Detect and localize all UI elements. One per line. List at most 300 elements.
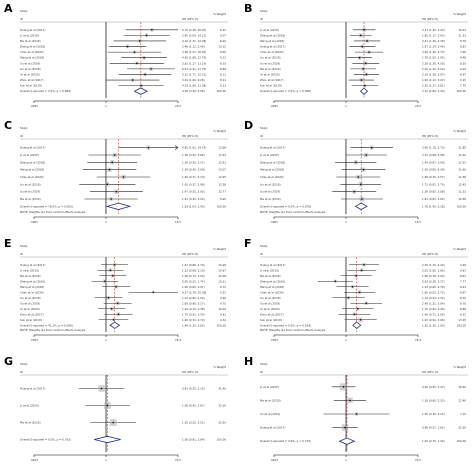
study-label: Huang et al (2017) (260, 44, 286, 49)
study-weight-text: 8.11 (220, 72, 226, 77)
panel-b (244, 2, 468, 108)
study-weight-text: 10.28 (218, 262, 226, 267)
study-point (356, 413, 358, 415)
study-ci-text: 1.12 (0.54, 2.32) (422, 295, 445, 300)
study-label: Chen et al (2020) (20, 290, 44, 295)
study-point (357, 176, 359, 178)
study-ci-text: 1.36 (0.74, 2.50) (182, 273, 205, 278)
x-tick-label: .0495 (30, 104, 38, 108)
panel-label: A (4, 2, 13, 15)
study-point (371, 147, 373, 149)
study-ci-text: 1.18 (0.60, 2.32) (422, 398, 445, 403)
study-point (101, 388, 103, 390)
study-ci-text: 0.95 (0.52, 1.74) (182, 279, 205, 284)
study-label: Xu et al (2019) (20, 301, 41, 306)
study-ci-text: 1.75 (0.93, 3.29) (182, 312, 205, 317)
study-weight-text: 31.40 (218, 386, 226, 391)
study-label: Huang et al (2017) (260, 262, 286, 267)
study-weight-text: 13.34 (218, 153, 226, 157)
header-study: Study (20, 126, 28, 130)
header-effect: HR (95% CI) (182, 134, 199, 138)
study-weight-text: 9.07 (220, 33, 226, 38)
study-ci-text: 2.46 (1.12, 5.40) (182, 44, 205, 49)
study-point (112, 422, 114, 424)
header-effect: OR (95% CI) (422, 370, 439, 374)
study-point (360, 35, 362, 37)
study-weight-text: 8.76 (460, 38, 466, 43)
study-point (114, 264, 116, 266)
study-point (116, 191, 118, 193)
study-label: Xu et al (2019) (260, 61, 281, 66)
study-weight-text: 13.25 (458, 317, 466, 322)
header-study: Study (260, 362, 268, 366)
study-point (150, 68, 152, 70)
study-weight-text: 10.11 (218, 279, 226, 284)
study-point (106, 184, 108, 186)
study-label: Sun et al (2019) (260, 83, 282, 88)
overall-ci-text: 1.04 (0.76, 1.42) (422, 439, 445, 444)
study-label: Zhang et al (2016) (260, 160, 286, 165)
study-weight-text: 8.03 (220, 61, 226, 66)
study-ci-text: 4.90 (1.89, 12.70) (182, 55, 207, 60)
study-weight-text: 8.43 (460, 284, 466, 289)
x-tick-label: 1 (105, 338, 107, 342)
study-point (109, 169, 111, 171)
header-study: Study (260, 126, 268, 130)
study-point (111, 308, 113, 310)
study-point (118, 313, 120, 315)
study-ci-text: 1.14 (0.42, 3.09) (182, 167, 205, 172)
study-point (360, 319, 362, 321)
panel-h (244, 355, 468, 462)
study-weight-text: 10.02 (218, 306, 226, 311)
study-ci-text: 4.85 (1.62, 14.52) (182, 145, 207, 150)
study-weight-text: 11.85 (458, 145, 466, 150)
overall-diamond (361, 88, 368, 94)
study-weight-text: 12.10 (458, 153, 466, 157)
study-point (352, 286, 354, 288)
study-label: Liu et al (2018) (20, 182, 41, 187)
header-id: ID (260, 252, 263, 256)
study-point (344, 427, 346, 429)
study-point (111, 162, 113, 164)
study-weight-text: 9.02 (460, 66, 466, 71)
study-weight-text: 13.07 (218, 167, 226, 172)
study-point (107, 405, 109, 407)
study-ci-text: 1.29 (0.70, 2.38) (182, 306, 205, 311)
study-ci-text: 1.47 (0.80, 2.70) (182, 262, 205, 267)
study-label: Li et al (2019) (260, 153, 279, 157)
study-ci-text: 1.38 (0.52, 3.66) (182, 153, 205, 157)
study-ci-text: 1.92 (0.71, 5.19) (182, 175, 205, 179)
header-weight: % Weight (213, 12, 226, 16)
header-study: Study (20, 9, 28, 13)
header-weight: % Weight (453, 247, 466, 251)
study-label: Huang et al (2017) (20, 386, 46, 391)
study-weight-text: 8.01 (220, 78, 226, 83)
header-effect: HR (95% CI) (422, 252, 439, 256)
overall-weight-text: 100.00 (216, 204, 226, 209)
study-label: Xu et al (2019) (20, 189, 41, 194)
study-ci-text: 5.45 (2.09, 14.21) (182, 33, 207, 38)
weights-note: NOTE: Weights are from random effects analysis (20, 328, 86, 332)
study-ci-text: 2.28 (1.30, 4.00) (422, 61, 445, 66)
panel-label: H (244, 355, 254, 368)
study-weight-text: 9.75 (220, 301, 226, 306)
x-tick-label: 14.5 (415, 220, 421, 224)
study-ci-text: 1.93 (0.94, 3.96) (422, 317, 445, 322)
panel-f (244, 237, 468, 342)
study-label: Zhang et al (2016) (20, 44, 46, 49)
study-point (365, 154, 367, 156)
header-weight: % Weight (453, 365, 466, 369)
overall-weight-text: 100.00 (456, 89, 466, 94)
x-tick-label: 20.2 (175, 458, 181, 462)
study-point (355, 275, 357, 277)
study-point (360, 184, 362, 186)
study-ci-text: 1.55 (0.39, 6.15) (422, 412, 445, 416)
overall-label: Overall (I-squared = 0.0%, p = 0.998) (260, 89, 312, 94)
study-label: Chen et al (2020) (260, 290, 284, 295)
study-weight-text: 8.87 (460, 290, 466, 295)
overall-diamond (107, 203, 130, 209)
overall-weight-text: 100.00 (456, 323, 466, 328)
header-weight: % Weight (213, 247, 226, 251)
study-label: Chen et al (2020) (20, 175, 44, 179)
study-point (132, 79, 134, 81)
study-weight-text: 9.61 (220, 312, 226, 317)
study-ci-text: 1.21 (0.45, 3.25) (182, 197, 205, 201)
study-label: Sun et al (2019) (20, 317, 42, 322)
study-point (140, 85, 142, 87)
panel-label: B (244, 2, 253, 15)
study-weight-text: 9.26 (460, 262, 466, 267)
header-study: Study (20, 244, 28, 248)
overall-weight-text: 100.00 (216, 323, 226, 328)
study-weight-text: 5.52 (220, 290, 226, 295)
study-weight-text: 9.90 (220, 295, 226, 300)
study-label: Zhang et al (2016) (20, 160, 46, 165)
study-ci-text: 3.04 (1.00, 9.26) (182, 78, 205, 83)
study-ci-text: 6.79 (2.28, 20.20) (182, 27, 207, 32)
study-ci-text: 2.25 (1.15, 4.40) (422, 262, 445, 267)
study-weight-text: 9.72 (220, 284, 226, 289)
header-id: ID (20, 17, 23, 21)
study-ci-text: 1.70 (0.84, 3.44) (422, 306, 445, 311)
study-label: Wang et al (2018) (20, 55, 45, 60)
study-point (362, 68, 364, 70)
study-ci-text: 1.36 (0.60, 3.08) (422, 189, 445, 194)
header-effect: OR (95% CI) (182, 17, 199, 21)
study-ci-text: 1.81 (0.83, 3.95) (422, 197, 445, 201)
header-id: ID (20, 134, 23, 138)
study-weight-text: 7.79 (460, 83, 466, 88)
study-point (361, 198, 363, 200)
study-point (368, 51, 370, 53)
study-point (110, 198, 112, 200)
panel-label: C (4, 119, 13, 132)
study-point (365, 302, 367, 304)
study-weight-text: 12.32 (458, 160, 466, 165)
header-study: Study (20, 362, 28, 366)
x-tick-label: 1 (105, 104, 107, 108)
study-point (361, 269, 363, 271)
study-label: Zhang et al (2016) (20, 279, 46, 284)
study-weight-text: 8.05 (220, 50, 226, 55)
study-label: Li et al (2019) (20, 33, 39, 38)
study-ci-text: 1.97 (1.14, 3.40) (422, 44, 445, 49)
x-tick-label: 1 (345, 458, 347, 462)
overall-diamond (353, 322, 361, 328)
overall-ci-text: 1.62 (1.36, 1.93) (422, 323, 445, 328)
study-ci-text: 1.58 (0.78, 3.20) (422, 273, 445, 278)
panel-g (4, 355, 228, 462)
study-ci-text: 3.62 (1.17, 11.19) (182, 61, 207, 66)
study-point (110, 269, 112, 271)
overall-ci-text: 1.06 (0.61, 1.84) (182, 437, 205, 442)
study-label: Huang et al (2017) (20, 145, 46, 150)
study-ci-text: 1.90 (1.12, 3.22) (422, 78, 445, 83)
study-ci-text: 1.58 (0.70, 3.57) (422, 175, 445, 179)
overall-label: Overall (I-squared = 41.2%, p = 0.058) (20, 323, 73, 328)
weights-note: NOTE: Weights are from random effects analysis (20, 210, 86, 214)
study-ci-text: 2.05 (1.20, 3.50) (422, 66, 445, 71)
study-label: Yu et al (2020) (20, 72, 40, 77)
study-label: Sun et al (2019) (20, 83, 42, 88)
study-weight-text: 9.15 (460, 78, 466, 83)
study-ci-text: 1.12 (0.60, 2.09) (182, 295, 205, 300)
header-study: Study (260, 9, 268, 13)
panel-label: E (4, 237, 12, 250)
x-tick-label: 20.2 (415, 458, 421, 462)
overall-ci-text: 1.76 (1.42, 2.18) (422, 204, 445, 209)
study-point (361, 79, 363, 81)
study-point (112, 275, 114, 277)
study-weight-text: 8.89 (220, 66, 226, 71)
study-ci-text: 1.26 (0.50, 3.17) (182, 160, 205, 165)
study-point (353, 191, 355, 193)
study-point (152, 291, 154, 293)
overall-label: Overall (I-squared = 0.0%, p = 0.524) (260, 323, 312, 328)
study-label: Huang et al (2017) (260, 425, 286, 430)
study-label: Xu et al (2019) (260, 301, 281, 306)
study-ci-text: 2.62 (1.45, 4.73) (422, 50, 445, 55)
study-point (355, 162, 357, 164)
study-point (136, 62, 138, 64)
panel-a (4, 2, 228, 108)
panel-label: D (244, 119, 254, 132)
study-label: Ma et al (2019) (20, 273, 41, 278)
study-weight-text: 4.34 (220, 317, 226, 322)
study-label: Yu et al (2020) (260, 72, 280, 77)
study-weight-text: 10.08 (218, 273, 226, 278)
study-weight-text: 12.86 (218, 145, 226, 150)
header-effect: HR (95% CI) (182, 252, 199, 256)
x-tick-label: .0394 (30, 338, 38, 342)
study-label: Chen et al (2020) (20, 50, 44, 55)
study-point (363, 29, 365, 31)
study-weight-text: 8.32 (220, 27, 226, 32)
study-label: Yu et al (2020) (260, 306, 280, 311)
study-label: Wang et al (2018) (260, 38, 285, 43)
study-point (364, 85, 366, 87)
study-weight-text: 8.68 (460, 306, 466, 311)
x-tick-label: 1 (105, 458, 107, 462)
study-ci-text: 1.69 (0.90, 3.17) (182, 301, 205, 306)
x-tick-label: 1 (105, 220, 107, 224)
study-weight-text: 11.52 (458, 189, 466, 194)
study-ci-text: 3.28 (1.07, 10.05) (182, 50, 207, 55)
study-ci-text: 6.54 (2.41, 17.75) (182, 66, 207, 71)
study-ci-text: 1.85 (0.92, 3.72) (422, 290, 445, 295)
x-tick-label: 20.2 (175, 104, 181, 108)
study-label: Huang et al (2017) (20, 27, 46, 32)
overall-weight-text: 100.00 (216, 89, 226, 94)
panel-c (4, 119, 228, 224)
study-label: Zhou et al (2017) (20, 78, 44, 83)
study-ci-text: 0.62 (0.28, 1.37) (422, 279, 445, 284)
header-weight: % Weight (213, 365, 226, 369)
study-point (139, 40, 141, 42)
study-weight-text: 8.35 (460, 61, 466, 66)
study-weight-text: 8.61 (460, 273, 466, 278)
header-effect: HR (95% CI) (422, 17, 439, 21)
study-point (361, 46, 363, 48)
overall-ci-text: 4.28 (3.29, 5.56) (182, 89, 205, 94)
x-tick-label: 14.5 (175, 220, 181, 224)
study-point (335, 280, 337, 282)
header-weight: % Weight (453, 129, 466, 133)
study-label: Huang et al (2017) (260, 145, 286, 150)
study-weight-text: 8.20 (220, 38, 226, 43)
study-label: Li et al (2019) (260, 27, 279, 32)
study-point (148, 147, 150, 149)
panel-label: G (4, 355, 14, 368)
study-weight-text: 8.81 (460, 44, 466, 49)
study-label: Li et al (2019) (20, 403, 39, 408)
study-label: Zhou et al (2017) (260, 78, 284, 83)
overall-diamond (355, 203, 367, 209)
study-point (363, 169, 365, 171)
header-weight: % Weight (213, 129, 226, 133)
study-point (113, 319, 115, 321)
study-label: Chen et al (2020) (260, 175, 284, 179)
study-ci-text: 2.12 (0.98, 4.58) (422, 153, 445, 157)
study-weight-text: 8.30 (460, 295, 466, 300)
study-weight-text: 7.90 (460, 50, 466, 55)
study-label: Xu et al (2019) (260, 189, 281, 194)
overall-ci-text: 1.48 (1.20, 1.83) (182, 323, 205, 328)
study-weight-text: 9.48 (460, 55, 466, 60)
study-ci-text: 1.85 (1.17, 2.93) (422, 33, 445, 38)
overall-ci-text: 2.12 (1.84, 2.44) (422, 89, 445, 94)
study-ci-text: 1.47 (0.55, 3.93) (182, 189, 205, 194)
study-weight-text: 11.58 (458, 175, 466, 179)
study-ci-text: 2.48 (1.22, 5.04) (422, 301, 445, 306)
study-ci-text: 0.96 (0.57, 1.62) (422, 425, 445, 430)
study-point (359, 57, 361, 59)
header-effect: OR (95% CI) (182, 370, 199, 374)
study-label: Ma et al (2019) (260, 398, 281, 403)
header-weight: % Weight (453, 12, 466, 16)
study-ci-text: 1.92 (0.85, 4.34) (422, 167, 445, 172)
overall-label: Overall (I-squared = 0.0%, p = 0.884) (20, 89, 72, 94)
study-label: Wang et al (2018) (260, 284, 285, 289)
study-label: Wang et al (2018) (20, 167, 45, 172)
study-label: Sun et al (2019) (260, 317, 282, 322)
study-ci-text: 2.34 (1.38, 3.97) (422, 72, 445, 77)
panel-d (244, 119, 468, 224)
study-weight-text: 7.10 (460, 412, 466, 416)
study-point (343, 386, 345, 388)
overall-label: Overall (I-squared = 76.5%, p = 0.000) (20, 204, 73, 209)
study-label: Liu et al (2018) (260, 295, 281, 300)
study-weight-text: 16.58 (458, 197, 466, 201)
study-weight-text: 9.13 (220, 83, 226, 88)
study-ci-text: 1.76 (1.05, 2.95) (422, 55, 445, 60)
study-label: Liu et al (2018) (260, 182, 281, 187)
study-weight-text: 11.60 (458, 167, 466, 172)
study-point (151, 29, 153, 31)
header-effect: HR (95% CI) (422, 134, 439, 138)
study-point (123, 176, 125, 178)
study-weight-text: 10.12 (218, 44, 226, 49)
study-weight-text: 11.23 (458, 33, 466, 38)
weights-note: NOTE: Weights are from random effects analysis (260, 210, 326, 214)
study-point (349, 400, 351, 402)
overall-diamond (94, 436, 120, 442)
study-ci-text: 8.37 (2.76, 25.38) (182, 290, 207, 295)
study-point (114, 154, 116, 156)
study-ci-text: 1.06 (0.42, 2.67) (182, 403, 205, 408)
study-ci-text: 1.73 (0.81, 3.70) (422, 182, 445, 187)
study-point (146, 35, 148, 37)
study-ci-text: 4.10 (1.37, 12.28) (182, 38, 207, 43)
study-weight-text: 8.52 (460, 312, 466, 317)
study-ci-text: 2.60 (1.18, 5.73) (422, 145, 445, 150)
study-point (363, 264, 365, 266)
overall-label: Overall (I-squared = 0.0%, p = 0.732) (260, 439, 312, 444)
study-label: Xu et al (2019) (260, 412, 281, 416)
study-point (104, 280, 106, 282)
study-point (108, 297, 110, 299)
x-tick-label: 25.4 (175, 338, 181, 342)
study-weight-text: 13.51 (218, 160, 226, 165)
study-point (127, 46, 129, 48)
header-id: ID (20, 252, 23, 256)
study-weight-text: 12.45 (458, 182, 466, 187)
header-id: ID (260, 17, 263, 21)
study-label: Li et al (2019) (260, 384, 279, 389)
study-label: Zhou et al (2017) (260, 312, 284, 317)
study-ci-text: 1.44 (0.67, 3.09) (422, 160, 445, 165)
study-weight-text: 35.50 (218, 420, 226, 425)
study-weight-text: 8.97 (460, 72, 466, 77)
x-tick-label: .0691 (30, 220, 38, 224)
study-point (357, 308, 359, 310)
study-label: Chen et al (2020) (260, 50, 284, 55)
study-label: Wang et al (2018) (260, 167, 285, 172)
study-point (348, 297, 350, 299)
panel-label: F (244, 237, 252, 250)
study-point (366, 40, 368, 42)
study-ci-text: 5.12 (1.71, 15.31) (182, 72, 207, 77)
x-tick-label: 25.4 (415, 338, 421, 342)
study-label: Zhou et al (2017) (20, 312, 44, 317)
study-ci-text: 4.33 (1.69, 11.08) (182, 83, 207, 88)
study-ci-text: 0.83 (0.32, 2.15) (182, 386, 205, 391)
study-label: Ma et al (2019) (260, 66, 281, 71)
